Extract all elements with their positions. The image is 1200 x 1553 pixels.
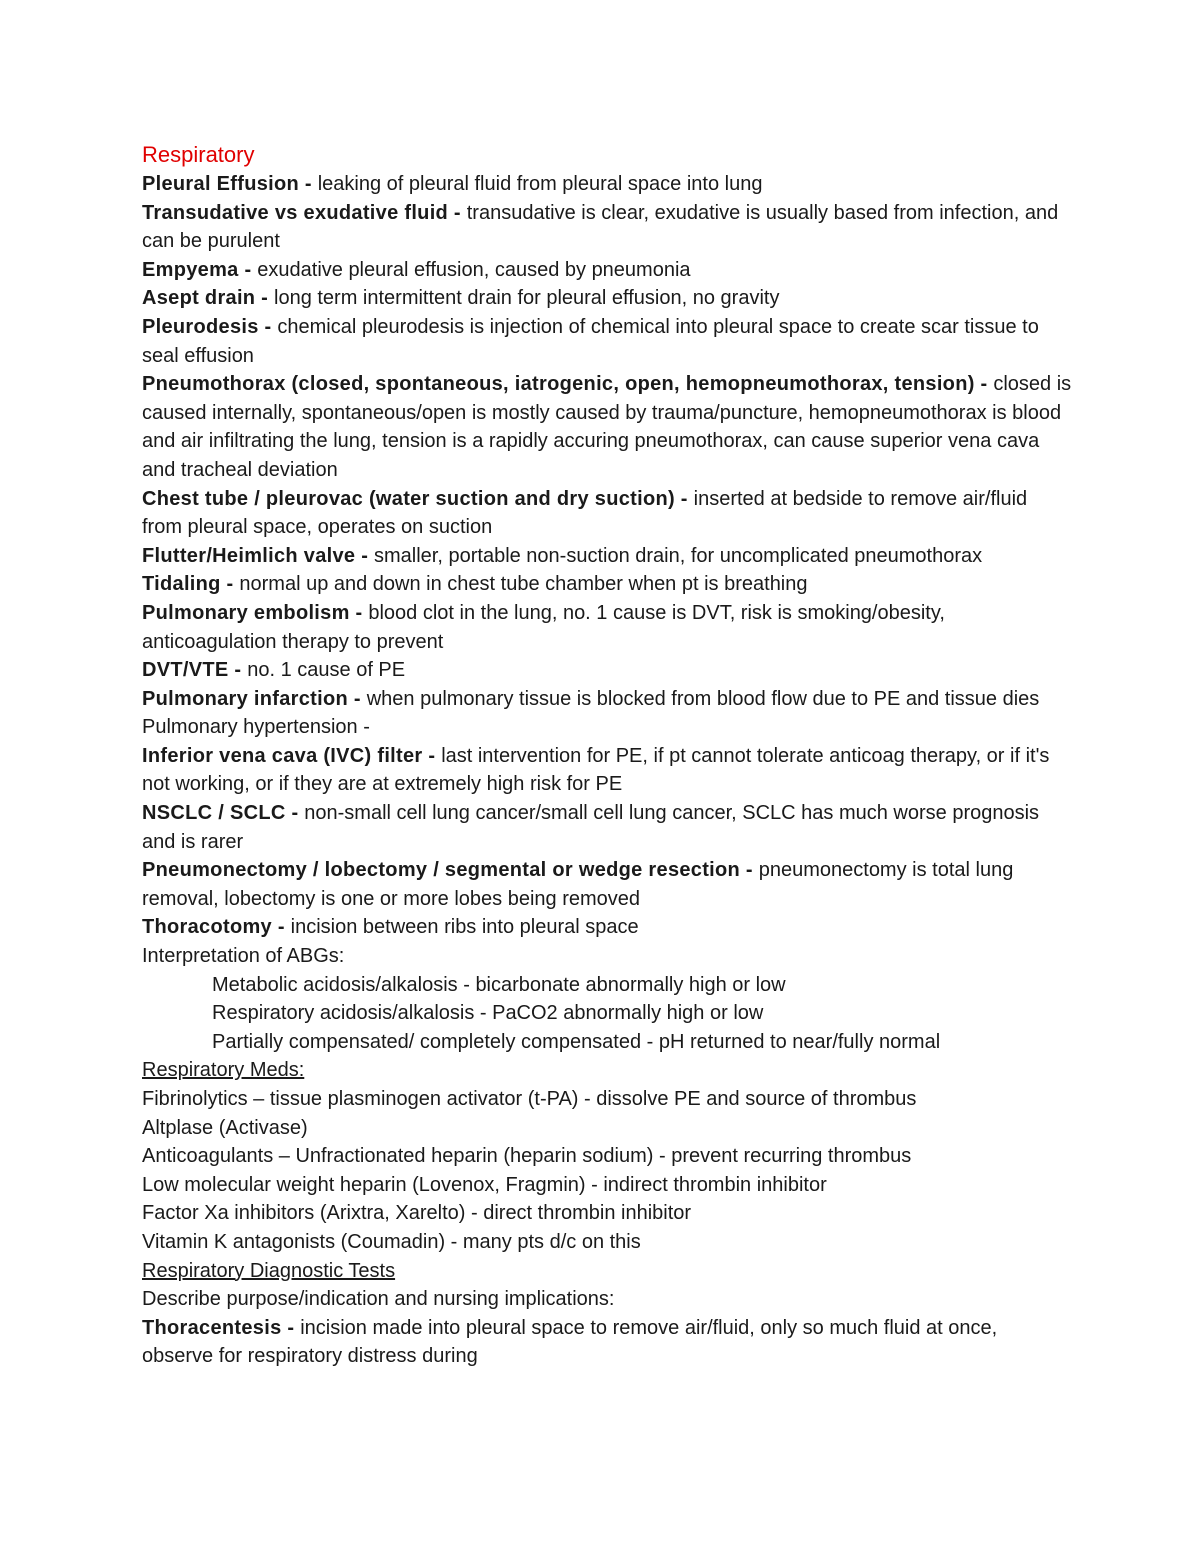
definition-term: Empyema - xyxy=(142,258,258,281)
definition-item xyxy=(142,313,1072,370)
tests-intro: Describe purpose/indication and nursing implications: xyxy=(142,1288,615,1311)
definition-term: Pneumothorax (closed, spontaneous, iatrogenic, open, hemopneumothorax, tension) - xyxy=(142,373,994,396)
definition-text: pneumonectomy is total lung removal, lobectomy is one or more lobes being removed xyxy=(142,859,1014,910)
definition-term: NSCLC / SCLC - xyxy=(142,802,305,825)
definition-text: smaller, portable non-suction drain, for uncomplicated pneumothorax xyxy=(374,544,983,567)
med-item: Fibrinolytics – tissue plasminogen activator (t-PA) - dissolve PE and source of thrombus xyxy=(142,1088,917,1110)
definition-text: incision between ribs into pleural space xyxy=(290,916,639,939)
tests-section-heading: Respiratory Diagnostic Tests xyxy=(142,1259,396,1282)
definition-item xyxy=(142,856,1072,913)
definition-item xyxy=(142,284,1072,313)
definition-text: leaking of pleural fluid from pleural space into lung xyxy=(317,173,763,195)
abg-heading: Interpretation of ABGs: xyxy=(142,945,345,968)
definition-item xyxy=(142,256,1072,285)
definition-text: blood clot in the lung, no. 1 cause is DVT, risk is smoking/obesity, anticoagulation therapy to prevent xyxy=(142,601,945,653)
definition-item xyxy=(142,170,1072,199)
definition-term: Pulmonary infarction - xyxy=(142,687,367,710)
definition-term: Chest tube / pleurovac (water suction and dry suction) - xyxy=(142,487,694,510)
page-title: Respiratory xyxy=(142,142,255,167)
definition-text: non-small cell lung cancer/small cell lung cancer, SCLC has much worse prognosis and is rarer xyxy=(142,802,1040,853)
definition-term: Thoracentesis - xyxy=(142,1316,301,1339)
definition-text: transudative is clear, exudative is usually based from infection, and can be purulent xyxy=(142,201,1059,253)
definition-item xyxy=(142,485,1072,542)
definition-text: closed is caused internally, spontaneous/open is mostly caused by trauma/puncture, hemopneumothorax is blood and air infiltrating the lung, tension is a rapidly accuring pneumothorax, can cause superior vena cava and tracheal deviation xyxy=(142,373,1072,481)
definition-text: exudative pleural effusion, caused by pneumonia xyxy=(257,258,691,281)
definition-item xyxy=(142,1314,1072,1371)
definition-item xyxy=(142,742,1072,799)
definition-item xyxy=(142,542,1072,571)
definitions-group-a xyxy=(142,170,1072,713)
definition-term: Asept drain - xyxy=(142,287,274,310)
definition-text: incision made into pleural space to remove air/fluid, only so much fluid at once, observe for respiratory distress during xyxy=(142,1316,998,1368)
definition-item xyxy=(142,570,1072,599)
definition-term: Tidaling - xyxy=(142,573,240,596)
definition-item xyxy=(142,599,1072,656)
definition-text: no. 1 cause of PE xyxy=(247,659,406,682)
definition-text: when pulmonary tissue is blocked from blood flow due to PE and tissue dies xyxy=(366,687,1040,710)
pulmonary-hypertension-line: Pulmonary hypertension - xyxy=(142,716,370,739)
med-item: Low molecular weight heparin (Lovenox, Fragmin) - indirect thrombin inhibitor xyxy=(142,1173,827,1196)
definition-term: Pleurodesis - xyxy=(142,315,278,338)
med-item: Vitamin K antagonists (Coumadin) - many pts d/c on this xyxy=(142,1230,641,1253)
definition-term: Transudative vs exudative fluid - xyxy=(142,201,467,224)
definitions-group-b xyxy=(142,742,1072,942)
definition-term: DVT/VTE - xyxy=(142,659,248,682)
definition-text: chemical pleurodesis is injection of chemical into pleural space to create scar tissue to seal effusion xyxy=(142,315,1039,367)
med-item: Factor Xa inhibitors (Arixtra, Xarelto) - direct thrombin inhibitor xyxy=(142,1202,692,1225)
definition-item xyxy=(142,685,1072,714)
definition-term: Thoracotomy - xyxy=(142,916,291,939)
definition-text: long term intermittent drain for pleural effusion, no gravity xyxy=(274,287,780,310)
definition-text: last intervention for PE, if pt cannot tolerate anticoag therapy, or if it's not working, or if they are at extremely high risk for PE xyxy=(142,744,1050,796)
definition-term: Inferior vena cava (IVC) filter - xyxy=(142,744,442,767)
med-item: Anticoagulants – Unfractionated heparin (heparin sodium) - prevent recurring thrombus xyxy=(142,1145,912,1168)
definition-item xyxy=(142,913,1072,942)
meds-section-heading: Respiratory Meds: xyxy=(142,1059,305,1082)
document-page xyxy=(142,140,1072,1371)
abg-item: Partially compensated/ completely compensated - pH returned to near/fully normal xyxy=(212,1030,941,1053)
abg-item: Respiratory acidosis/alkalosis - PaCO2 abnormally high or low xyxy=(212,1002,764,1025)
definition-item xyxy=(142,370,1072,484)
med-item: Altplase (Activase) xyxy=(142,1116,308,1139)
definition-item xyxy=(142,199,1072,256)
definition-term: Pleural Effusion - xyxy=(142,173,318,195)
definition-term: Flutter/Heimlich valve - xyxy=(142,544,375,567)
definition-term: Pulmonary embolism - xyxy=(142,601,369,624)
definition-item xyxy=(142,799,1072,856)
definition-text: normal up and down in chest tube chamber when pt is breathing xyxy=(239,573,808,596)
definition-item xyxy=(142,656,1072,685)
definition-term: Pneumonectomy / lobectomy / segmental or wedge resection - xyxy=(142,859,759,882)
abg-item: Metabolic acidosis/alkalosis - bicarbonate abnormally high or low xyxy=(212,973,786,996)
definition-text: inserted at bedside to remove air/fluid from pleural space, operates on suction xyxy=(142,487,1028,539)
